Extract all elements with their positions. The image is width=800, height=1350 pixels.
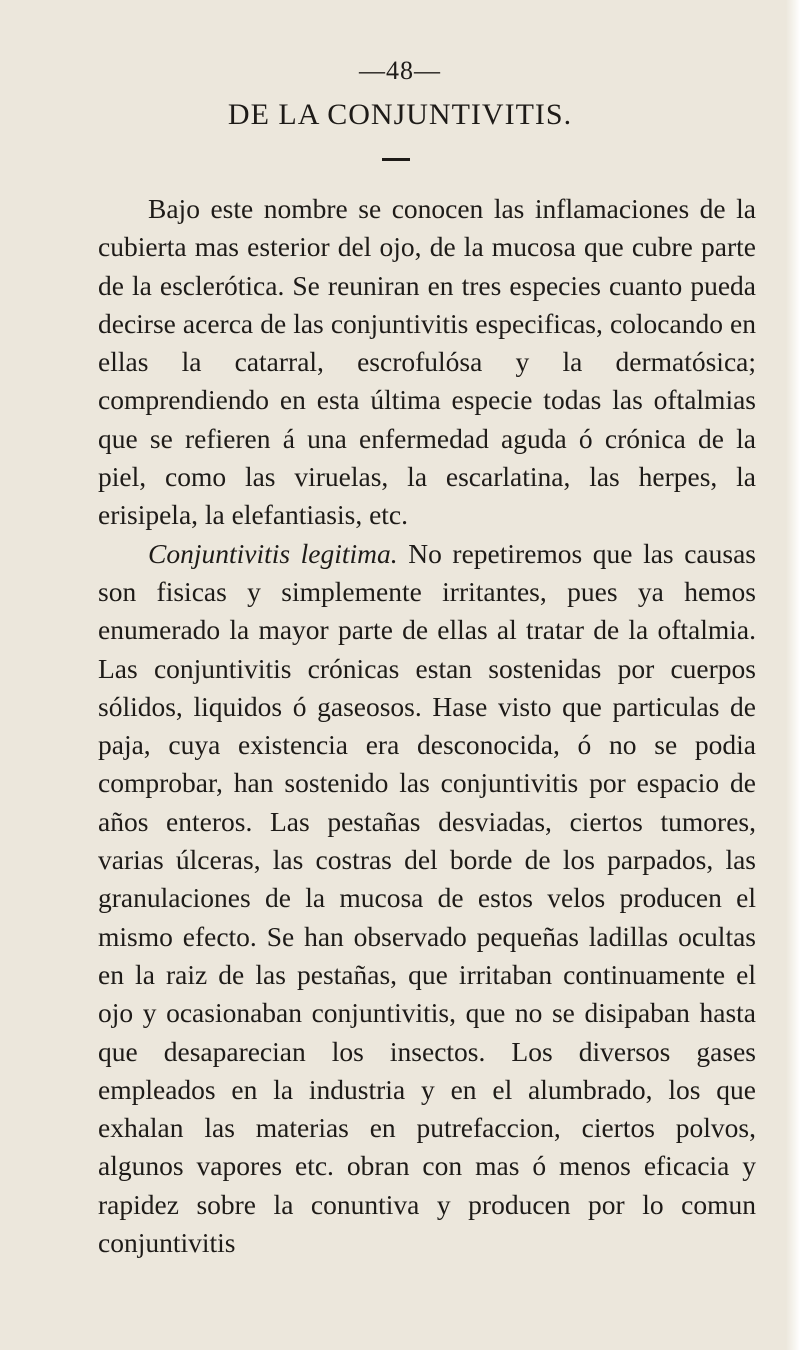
intro-paragraph: Bajo este nombre se conocen las inflamaciones de la cubierta mas esterior del ojo, de la mucosa que cubre parte de la esclerótica. Se reuniran en tres especies cuanto pueda decirse acerca de las conjuntivitis especificas, colocando en ellas la catarral, escrofulósa y la dermatósica; comprendiendo en esta última especie todas las oftalmias que se refieren á una enfermedad aguda ó crónica de la piel, como las viruelas, la escarlatina, las herpes, la erisipela, la elefantiasis, etc. [98, 193, 756, 531]
title-divider [382, 158, 410, 161]
chapter-title: DE LA CONJUNTIVITIS. [227, 98, 573, 131]
section-paragraph [98, 535, 756, 1263]
section-heading: Conjuntivitis legitima. [148, 537, 398, 569]
section-text: No repetiremos que las causas son fisicas y simplemente irritantes, pues ya hemos enumerado la mayor parte de ellas al tratar de la oftalmia. Las conjuntivitis crónicas estan sostenidas por cuerpos sólidos, liquidos ó gaseosos. Hase visto que particulas de paja, cuya existencia era desconocida, ó no se podia comprobar, han sostenido las conjuntivitis por espacio de años enteros. Las pestañas desviadas, ciertos tumores, varias úlceras, las costras del borde de los parpados, las granulaciones de la mucosa de estos velos producen el mismo efecto. Se han observado pequeñas ladillas ocultas en la raiz de las pestañas, que irritaban continuamente el ojo y ocasionaban conjuntivitis, que no se disipaban hasta que desaparecian los insectos. Los diversos gases empleados en la industria y en el alumbrado, los que exhalan las materias en putrefaccion, ciertos polvos, algunos vapores etc. obran con mas ó menos eficacia y rapidez sobre la conuntiva y producen por lo comun conjuntivitis [98, 537, 756, 1259]
page-edge [786, 0, 800, 1350]
page-number: —48— [359, 56, 441, 85]
body-text [98, 190, 756, 1262]
